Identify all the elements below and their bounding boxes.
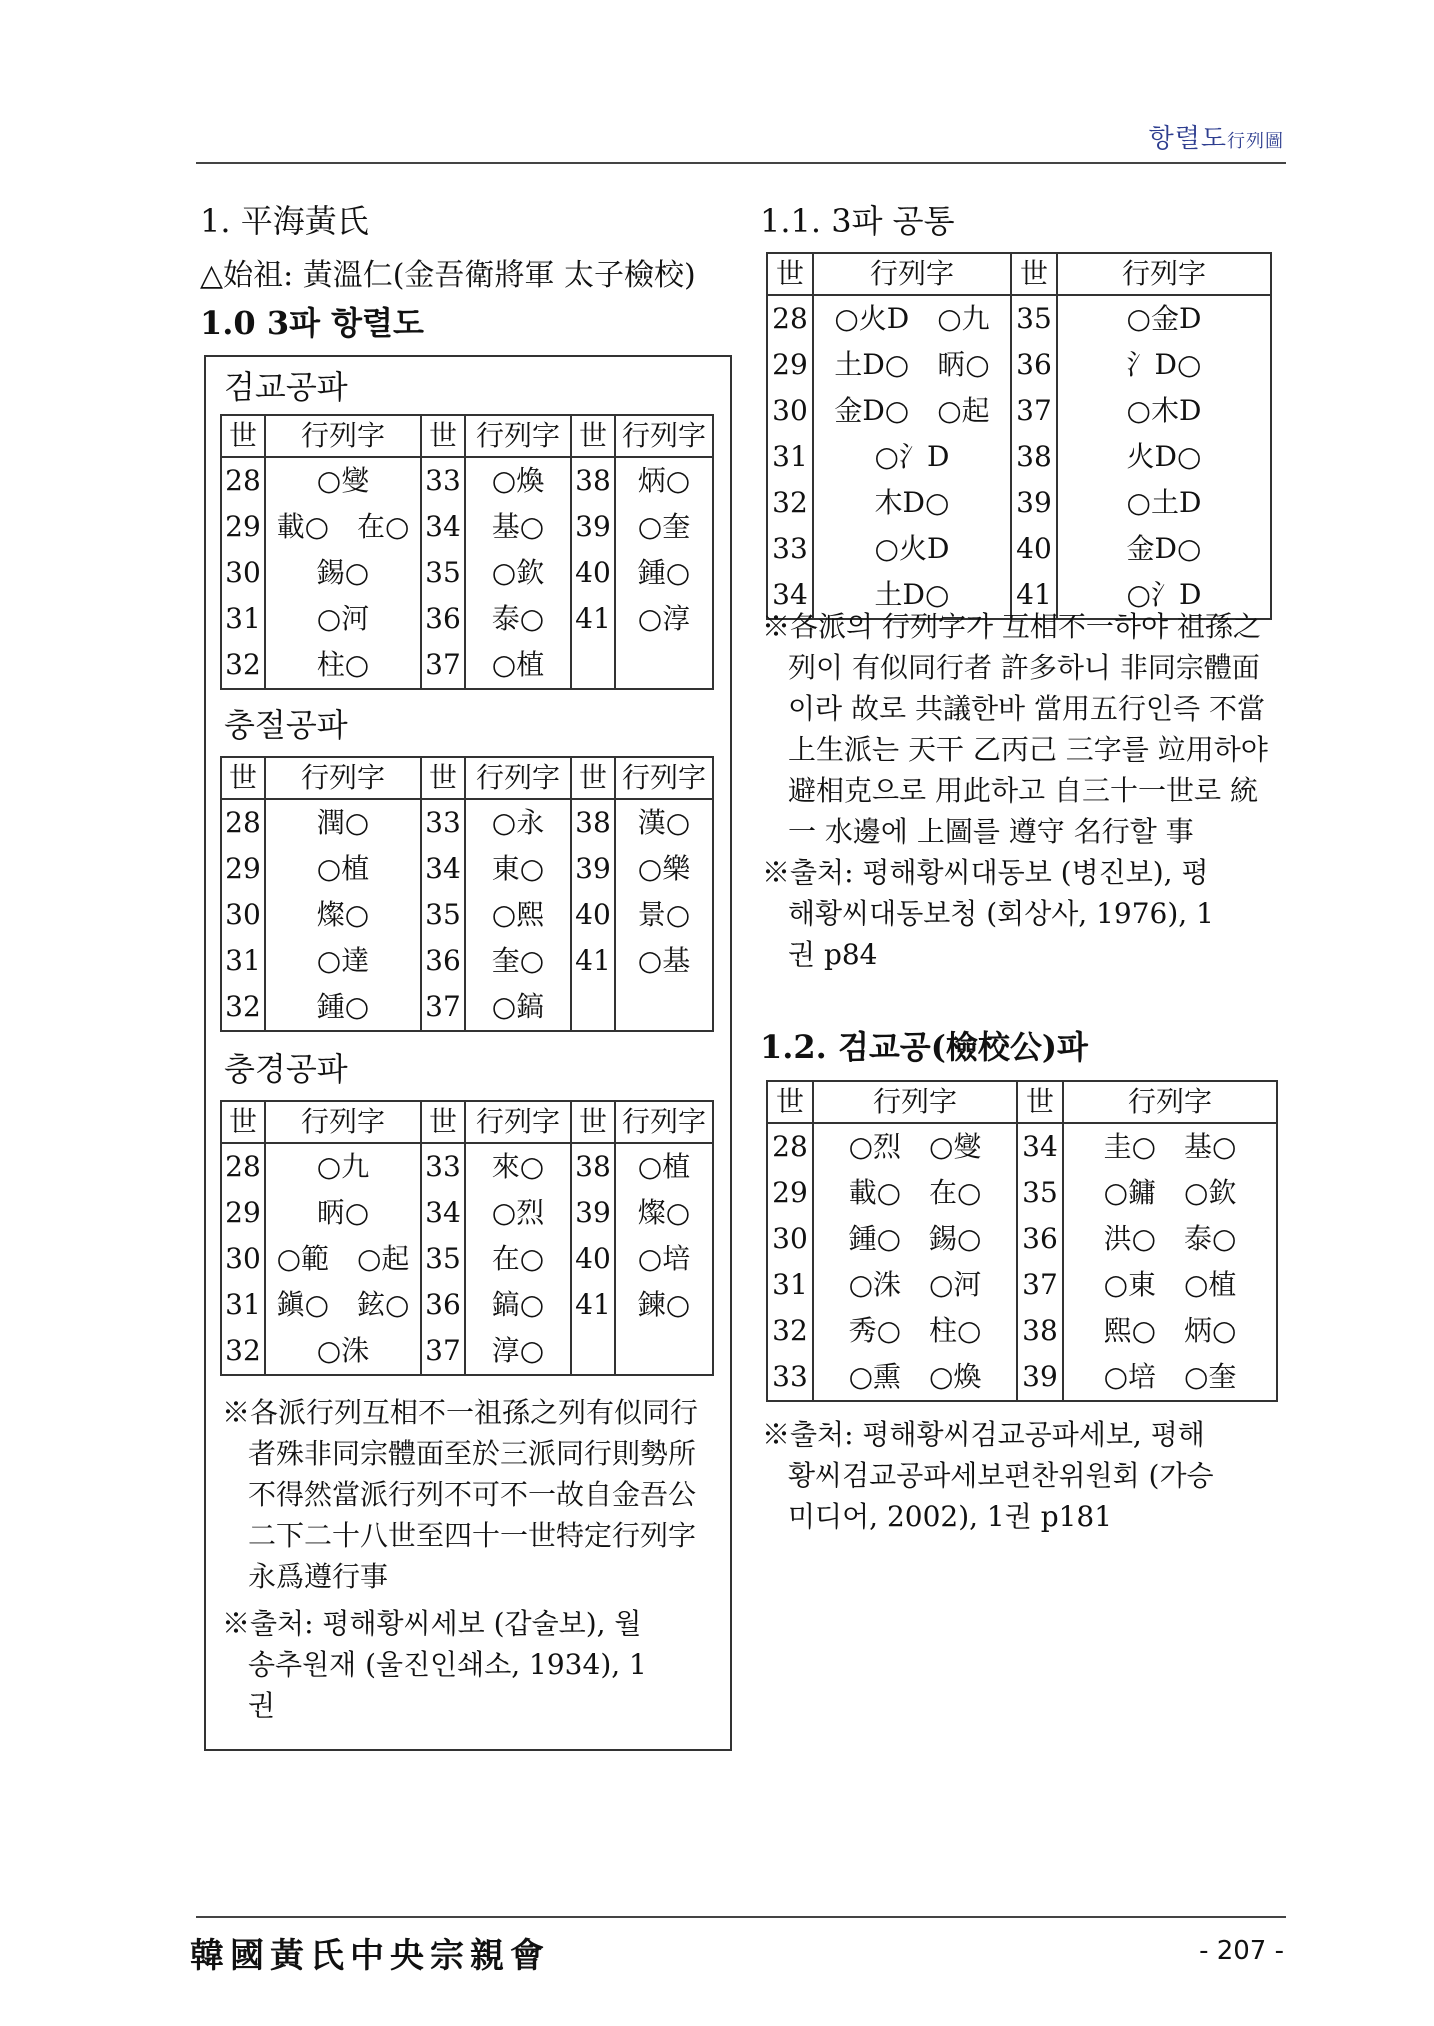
source-line: 권 p84 [788, 938, 878, 971]
table-row [767, 388, 1271, 434]
generation-cell: 40 [1011, 526, 1057, 572]
running-head [1149, 118, 1284, 155]
generation-cell: 36 [1017, 1216, 1063, 1262]
note-left [222, 1392, 722, 1726]
generation-cell: 34 [421, 846, 465, 892]
generation-cell: 39 [571, 1190, 615, 1236]
source-line: ※출처: 평해황씨세보 (갑술보), 월 [222, 1607, 642, 1640]
header-characters: 行列字 [1063, 1081, 1277, 1123]
generation-cell: 28 [221, 799, 265, 846]
generation-cell: 34 [421, 1190, 465, 1236]
header-characters: 行列字 [265, 415, 421, 457]
generation-cell: 40 [571, 550, 615, 596]
generation-cell [571, 1328, 615, 1375]
characters-cell: ○鏞 ○欽 [1063, 1170, 1277, 1216]
table-row [767, 342, 1271, 388]
generation-cell: 31 [221, 938, 265, 984]
source-line: 송추원재 (울진인쇄소, 1934), 1 [248, 1648, 647, 1681]
characters-cell: 昞○ [265, 1190, 421, 1236]
source-line: 미디어, 2002), 1권 p181 [788, 1500, 1113, 1533]
table-row [221, 938, 713, 984]
characters-cell: 鎭○ 鉉○ [265, 1282, 421, 1328]
generation-cell: 36 [421, 1282, 465, 1328]
note-line: 列이 有似同行者 許多하니 非同宗體面 [788, 651, 1260, 684]
generation-cell: 36 [1011, 342, 1057, 388]
header-characters: 行列字 [465, 1101, 571, 1143]
lineage-table-common [766, 252, 1272, 620]
characters-cell: ○樂 [615, 846, 713, 892]
header-characters: 行列字 [615, 1101, 713, 1143]
characters-cell: ○火D ○九 [813, 295, 1011, 342]
source-line: 권 [248, 1689, 276, 1722]
header-generation: 世 [421, 415, 465, 457]
characters-cell: 漢○ [615, 799, 713, 846]
characters-cell: 在○ [465, 1236, 571, 1282]
characters-cell: 燦○ [265, 892, 421, 938]
note-line: ※各派行列互相不一祖孫之列有似同行 [222, 1396, 699, 1429]
lineage-table-chunggyeong [220, 1100, 714, 1376]
header-characters: 行列字 [465, 415, 571, 457]
table-row [221, 550, 713, 596]
generation-cell: 41 [571, 938, 615, 984]
generation-cell: 30 [767, 1216, 813, 1262]
note-line: 二下二十八世至四十一世特定行列字 [248, 1519, 697, 1552]
generation-cell: 39 [571, 846, 615, 892]
header-characters: 行列字 [465, 757, 571, 799]
characters-cell: ○奎 [615, 504, 713, 550]
characters-cell: ○洙 ○河 [813, 1262, 1017, 1308]
generation-cell: 30 [767, 388, 813, 434]
note-line: 避相克으로 用此하고 自三十一世로 統 [788, 774, 1258, 807]
generation-cell: 32 [221, 1328, 265, 1375]
characters-cell: 奎○ [465, 938, 571, 984]
table-row [221, 1282, 713, 1328]
characters-cell: ○東 ○植 [1063, 1262, 1277, 1308]
characters-cell: ○植 [615, 1143, 713, 1190]
header-generation: 世 [1017, 1081, 1063, 1123]
table-row [221, 642, 713, 689]
branch-title-chunggyeong: 충경공파 [224, 1050, 348, 1088]
header-generation: 世 [421, 1101, 465, 1143]
generation-cell: 38 [1017, 1308, 1063, 1354]
generation-cell: 35 [421, 1236, 465, 1282]
header-generation: 世 [571, 1101, 615, 1143]
generation-cell: 30 [221, 550, 265, 596]
generation-cell: 38 [571, 457, 615, 504]
characters-cell: ○熏 ○煥 [813, 1354, 1017, 1401]
founder-line: △始祖: 黃溫仁(金吾衛將軍 太子檢校) [200, 258, 696, 293]
characters-cell: ○鎬 [465, 984, 571, 1031]
lineage-table-geomgyo-right [766, 1080, 1278, 1402]
table-row [221, 846, 713, 892]
characters-cell: ○土D [1057, 480, 1271, 526]
characters-cell: 洪○ 泰○ [1063, 1216, 1277, 1262]
generation-cell: 33 [421, 457, 465, 504]
branch-title-chungjeol: 충절공파 [224, 706, 348, 744]
source-line: ※출처: 평해황씨검교공파세보, 평해 [762, 1418, 1205, 1451]
note-line: 上生派는 天干 乙丙己 三字를 竝用하야 [788, 733, 1268, 766]
characters-cell: ○木D [1057, 388, 1271, 434]
header-generation: 世 [221, 1101, 265, 1143]
generation-cell: 37 [1011, 388, 1057, 434]
characters-cell: ○達 [265, 938, 421, 984]
characters-cell: 淳○ [465, 1328, 571, 1375]
characters-cell: ○植 [465, 642, 571, 689]
section-title-geomgyo: 1.2. 검교공(檢校公)파 [760, 1028, 1088, 1066]
characters-cell: 載○ 在○ [265, 504, 421, 550]
characters-cell: 氵D○ [1057, 342, 1271, 388]
characters-cell: 基○ [465, 504, 571, 550]
source-right [762, 1414, 1282, 1537]
table-row [221, 504, 713, 550]
characters-cell: 土D○ [813, 572, 1011, 619]
generation-cell: 33 [421, 799, 465, 846]
characters-cell: ○欽 [465, 550, 571, 596]
generation-cell: 32 [767, 1308, 813, 1354]
header-characters: 行列字 [1057, 253, 1271, 295]
header-generation: 世 [221, 757, 265, 799]
generation-cell: 39 [571, 504, 615, 550]
header-generation: 世 [571, 415, 615, 457]
generation-cell: 28 [221, 457, 265, 504]
generation-cell: 29 [221, 846, 265, 892]
characters-cell: ○植 [265, 846, 421, 892]
generation-cell: 41 [571, 596, 615, 642]
characters-cell: 炳○ [615, 457, 713, 504]
table-row [221, 799, 713, 846]
generation-cell: 32 [767, 480, 813, 526]
table-row [221, 457, 713, 504]
table-row [767, 480, 1271, 526]
characters-cell: ○烈 ○燮 [813, 1123, 1017, 1170]
characters-cell: ○洙 [265, 1328, 421, 1375]
generation-cell: 39 [1017, 1354, 1063, 1401]
generation-cell: 39 [1011, 480, 1057, 526]
header-characters: 行列字 [813, 253, 1011, 295]
generation-cell: 37 [421, 1328, 465, 1375]
running-head-title: 항렬도 [1148, 124, 1227, 154]
running-head-subtitle: 行列圖 [1227, 131, 1284, 152]
generation-cell: 35 [421, 550, 465, 596]
bottom-divider [196, 1916, 1286, 1918]
source-line: ※출처: 평해황씨대동보 (병진보), 평 [762, 856, 1209, 889]
generation-cell: 35 [421, 892, 465, 938]
generation-cell: 33 [767, 1354, 813, 1401]
table-row [767, 1123, 1277, 1170]
characters-cell: ○培 [615, 1236, 713, 1282]
table-row [767, 1262, 1277, 1308]
note-line: 不得然當派行列不可不一故自金吾公 [248, 1478, 697, 1511]
characters-cell: 東○ [465, 846, 571, 892]
note-line: 一 水邊에 上圖를 遵守 名行할 事 [788, 815, 1194, 848]
generation-cell: 37 [421, 642, 465, 689]
generation-cell: 31 [767, 1262, 813, 1308]
table-row [767, 1170, 1277, 1216]
header-generation: 世 [1011, 253, 1057, 295]
characters-cell: ○煥 [465, 457, 571, 504]
table-row [221, 596, 713, 642]
generation-cell: 34 [767, 572, 813, 619]
header-generation: 世 [767, 253, 813, 295]
table-row [221, 1143, 713, 1190]
generation-cell: 36 [421, 938, 465, 984]
generation-cell: 28 [767, 1123, 813, 1170]
generation-cell: 28 [221, 1143, 265, 1190]
header-characters: 行列字 [265, 1101, 421, 1143]
characters-cell: 鍾○ 錫○ [813, 1216, 1017, 1262]
characters-cell: 錫○ [265, 550, 421, 596]
table-row [767, 526, 1271, 572]
generation-cell: 30 [221, 892, 265, 938]
branch-title-geomgyo: 검교공파 [224, 368, 348, 406]
characters-cell [615, 1328, 713, 1375]
characters-cell: 秀○ 柱○ [813, 1308, 1017, 1354]
subsection-title: 1.0 3파 항렬도 [200, 304, 424, 342]
characters-cell: ○培 ○奎 [1063, 1354, 1277, 1401]
publisher-name: 韓國黃氏中央宗親會 [190, 1936, 550, 1976]
generation-cell: 33 [421, 1143, 465, 1190]
header-characters: 行列字 [813, 1081, 1017, 1123]
generation-cell: 41 [571, 1282, 615, 1328]
header-characters: 行列字 [615, 415, 713, 457]
generation-cell: 34 [421, 504, 465, 550]
table-row [221, 1190, 713, 1236]
characters-cell: 鍾○ [265, 984, 421, 1031]
generation-cell: 32 [221, 642, 265, 689]
characters-cell: 鍊○ [615, 1282, 713, 1328]
note-right [762, 606, 1282, 975]
characters-cell [615, 984, 713, 1031]
top-divider [196, 162, 1286, 164]
table-row [767, 1354, 1277, 1401]
characters-cell: 潤○ [265, 799, 421, 846]
characters-cell [615, 642, 713, 689]
generation-cell: 35 [1017, 1170, 1063, 1216]
lineage-table-chungjeol [220, 756, 714, 1032]
characters-cell: 燦○ [615, 1190, 713, 1236]
source-line: 황씨검교공파세보편찬위원회 (가승 [788, 1459, 1214, 1492]
header-generation: 世 [421, 757, 465, 799]
header-generation: 世 [221, 415, 265, 457]
generation-cell: 38 [571, 1143, 615, 1190]
generation-cell: 33 [767, 526, 813, 572]
note-line: ※各派의 行列字가 互相不一하야 祖孫之 [762, 610, 1261, 643]
section-title: 1. 平海黃氏 [200, 202, 369, 240]
generation-cell: 35 [1011, 295, 1057, 342]
generation-cell [571, 984, 615, 1031]
characters-cell: 柱○ [265, 642, 421, 689]
generation-cell: 31 [767, 434, 813, 480]
characters-cell: ○範 ○起 [265, 1236, 421, 1282]
table-row [221, 892, 713, 938]
generation-cell: 31 [221, 1282, 265, 1328]
characters-cell: 熙○ 炳○ [1063, 1308, 1277, 1354]
header-generation: 世 [571, 757, 615, 799]
generation-cell: 29 [767, 1170, 813, 1216]
generation-cell: 38 [571, 799, 615, 846]
generation-cell: 40 [571, 892, 615, 938]
table-row [767, 1216, 1277, 1262]
characters-cell: ○烈 [465, 1190, 571, 1236]
header-generation: 世 [767, 1081, 813, 1123]
characters-cell: ○基 [615, 938, 713, 984]
table-row [221, 984, 713, 1031]
table-row [221, 1236, 713, 1282]
characters-cell: 鎬○ [465, 1282, 571, 1328]
generation-cell: 38 [1011, 434, 1057, 480]
generation-cell: 28 [767, 295, 813, 342]
generation-cell: 29 [221, 504, 265, 550]
characters-cell: ○燮 [265, 457, 421, 504]
section-title-common: 1.1. 3파 공통 [760, 202, 955, 240]
characters-cell: 金D○ ○起 [813, 388, 1011, 434]
generation-cell: 41 [1011, 572, 1057, 619]
characters-cell: ○氵D [1057, 572, 1271, 619]
note-line: 者殊非同宗體面至於三派同行則勢所 [248, 1437, 697, 1470]
note-line: 永爲遵行事 [248, 1560, 389, 1593]
characters-cell: ○金D [1057, 295, 1271, 342]
table-row [767, 295, 1271, 342]
generation-cell: 37 [1017, 1262, 1063, 1308]
generation-cell: 40 [571, 1236, 615, 1282]
characters-cell: 金D○ [1057, 526, 1271, 572]
table-row [767, 1308, 1277, 1354]
table-row [767, 434, 1271, 480]
generation-cell: 30 [221, 1236, 265, 1282]
generation-cell: 32 [221, 984, 265, 1031]
characters-cell: ○永 [465, 799, 571, 846]
generation-cell: 29 [767, 342, 813, 388]
characters-cell: 土D○ 昞○ [813, 342, 1011, 388]
generation-cell: 36 [421, 596, 465, 642]
note-line: 이라 故로 共議한바 當用五行인즉 不當 [788, 692, 1265, 725]
generation-cell: 34 [1017, 1123, 1063, 1170]
generation-cell [571, 642, 615, 689]
characters-cell: ○熙 [465, 892, 571, 938]
characters-cell: 來○ [465, 1143, 571, 1190]
generation-cell: 29 [221, 1190, 265, 1236]
header-characters: 行列字 [265, 757, 421, 799]
characters-cell: 圭○ 基○ [1063, 1123, 1277, 1170]
header-characters: 行列字 [615, 757, 713, 799]
characters-cell: 泰○ [465, 596, 571, 642]
table-row [221, 1328, 713, 1375]
characters-cell: 鍾○ [615, 550, 713, 596]
generation-cell: 37 [421, 984, 465, 1031]
characters-cell: ○淳 [615, 596, 713, 642]
characters-cell: ○火D [813, 526, 1011, 572]
characters-cell: 火D○ [1057, 434, 1271, 480]
characters-cell: 木D○ [813, 480, 1011, 526]
characters-cell: ○九 [265, 1143, 421, 1190]
characters-cell: ○氵D [813, 434, 1011, 480]
page-number: - 207 - [1199, 1936, 1284, 1966]
characters-cell: 載○ 在○ [813, 1170, 1017, 1216]
source-line: 해황씨대동보청 (회상사, 1976), 1 [788, 897, 1214, 930]
generation-cell: 31 [221, 596, 265, 642]
characters-cell: ○河 [265, 596, 421, 642]
characters-cell: 景○ [615, 892, 713, 938]
lineage-table-geomgyo [220, 414, 714, 690]
